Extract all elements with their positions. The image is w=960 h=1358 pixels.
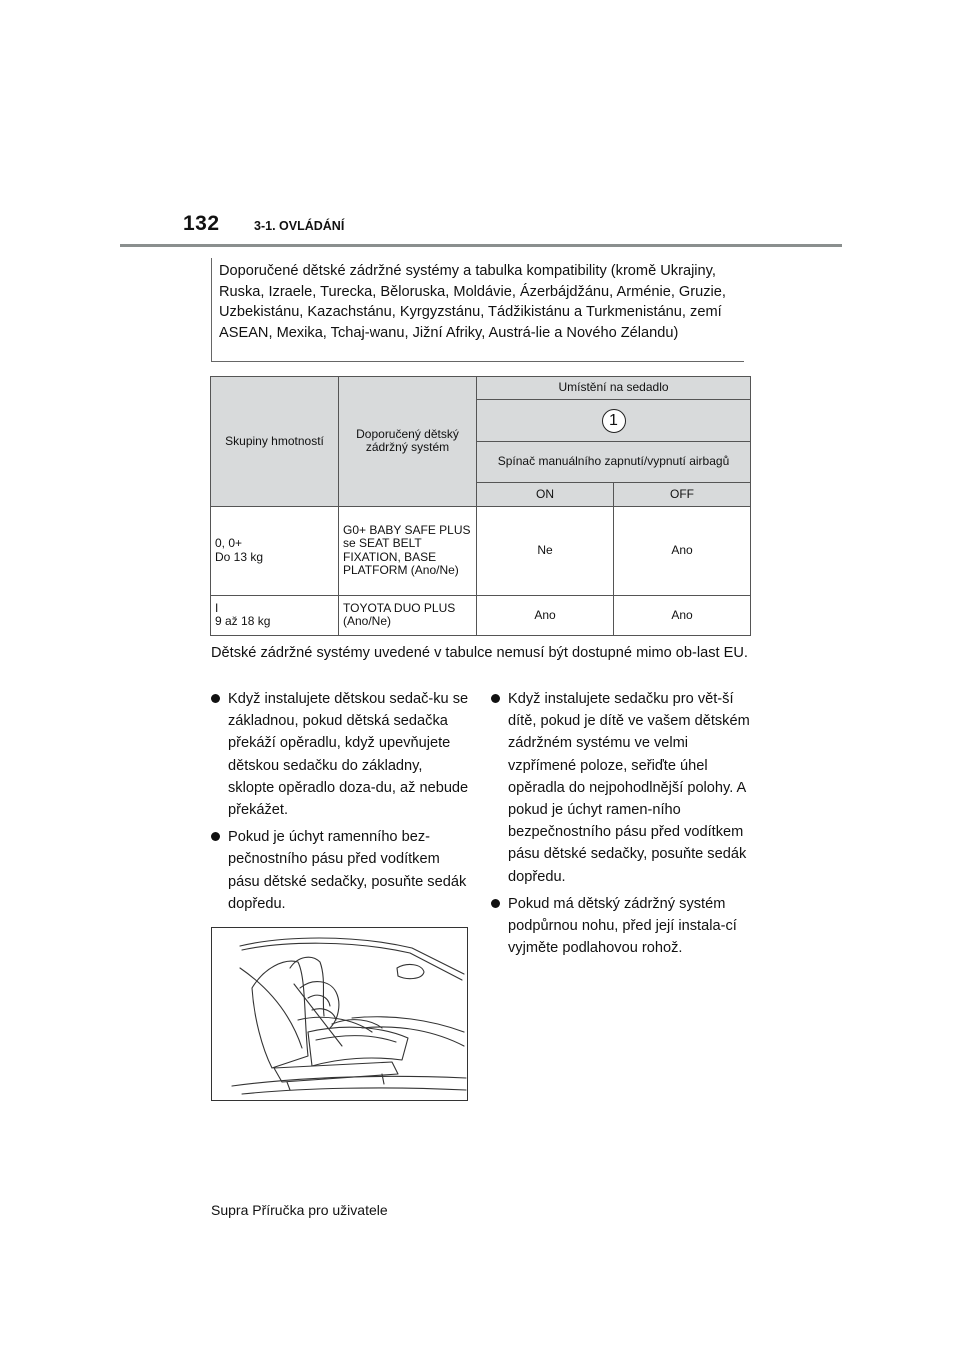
bullet-text: Pokud má dětský zádržný systém podpůrnou nohu, před její instala-cí vyjměte podlahovou rohož.: [508, 895, 737, 957]
list-item: [491, 688, 753, 888]
off-cell: Ano: [614, 506, 751, 595]
system-cell: G0+ BABY SAFE PLUS se SEAT BELT FIXATION, BASE PLATFORM (Ano/Ne): [339, 506, 477, 595]
table-caption: Doporučené dětské zádržné systémy a tabulka kompatibility (kromě Ukrajiny, Ruska, Izraele, Turecka, Běloruska, Moldávie, Ázerbájdžánu, Arménie, Gruzie, Uzbekistánu, Kazachstánu, Kyrgyzstánu, Tádžikistánu a Turkmenistánu, zemí ASEAN, Mexika, Tchaj-wanu, Jižní Afriky, Austrá-lie a Nového Zélandu): [211, 258, 744, 362]
system-cell: TOYOTA DUO PLUS (Ano/Ne): [339, 595, 477, 635]
header-rule: [120, 244, 842, 247]
on-cell: Ano: [477, 595, 614, 635]
bullet-list-left: [211, 688, 471, 920]
header-recommended-system: Doporučený dětský zádržný systém: [339, 377, 477, 507]
list-item: [211, 826, 471, 915]
car-seat-drawing-icon: [212, 928, 467, 1100]
weight-group-cell: [211, 595, 339, 635]
header-weight-groups: Skupiny hmotností: [211, 377, 339, 507]
header-on: ON: [477, 482, 614, 506]
bullet-list-right: [491, 688, 753, 964]
weight-group-range: 9 až 18 kg: [215, 614, 271, 629]
weight-group-class: 0, 0+: [215, 536, 243, 551]
bullet-text: Když instalujete dětskou sedač-ku se základnou, pokud dětská sedačka překáží opěradlu, když upevňujete dětskou sedačku do základny, sklopte opěradlo doza-du, až nebude překážet.: [228, 691, 469, 819]
seat-number-badge: 1: [602, 409, 626, 433]
bullet-icon: [211, 832, 220, 841]
bullet-icon: [211, 694, 220, 703]
availability-note: Dětské zádržné systémy uvedené v tabulce nemusí být dostupné mimo ob-last EU.: [211, 645, 748, 661]
bullet-text: Když instalujete sedačku pro vět-ší dítě, pokud je dítě ve vašem dětském zádržném systému ve velmi vzpřímené poloze, seřiďte úhel opěradla do nejpohodlnější polohy. A pokud je úchyt ramen-ního bezpečnostního pásu před vodítkem pásu dětské sedačky, posuňte sedák dopředu.: [508, 691, 750, 885]
weight-group-cell: [211, 506, 339, 595]
compatibility-table: [210, 376, 751, 636]
weight-group-range: Do 13 kg: [215, 549, 264, 564]
weight-group-class: I: [215, 600, 219, 615]
footer-manual-title: Supra Příručka pro uživatele: [211, 1202, 388, 1218]
list-item: [491, 893, 753, 960]
bullet-icon: [491, 899, 500, 908]
table-row: [211, 595, 751, 635]
on-cell: Ne: [477, 506, 614, 595]
header-off: OFF: [614, 482, 751, 506]
page-number: 132: [183, 212, 220, 235]
bullet-text: Pokud je úchyt ramenního bez-pečnostního pásu před vodítkem pásu dětské sedačky, posuňte sedák dopředu.: [228, 829, 467, 912]
table-row: [211, 506, 751, 595]
header-airbag-switch: Spínač manuálního zapnutí/vypnutí airbagů: [477, 442, 751, 482]
bullet-icon: [491, 694, 500, 703]
list-item: [211, 688, 471, 821]
header-seat-number: [477, 400, 751, 442]
off-cell: Ano: [614, 595, 751, 635]
header-seat-position: Umístění na sedadlo: [477, 377, 751, 400]
section-title: 3-1. OVLÁDÁNÍ: [254, 219, 345, 233]
child-seat-illustration: [211, 927, 468, 1101]
